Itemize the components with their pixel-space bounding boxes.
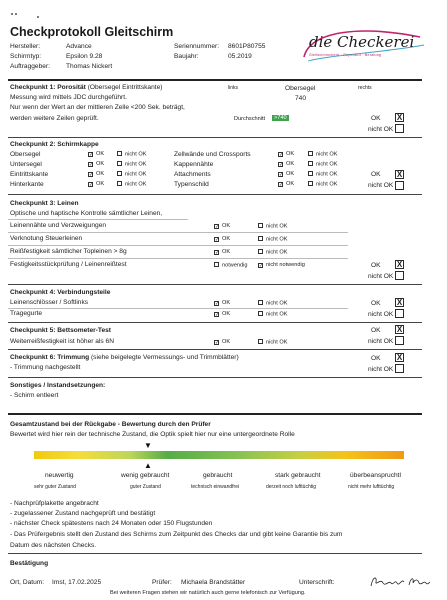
cp1-value: 740 (295, 95, 307, 102)
divider (8, 377, 422, 378)
empty-checkbox[interactable] (308, 161, 313, 166)
cp2-row-label: Hinterkante (10, 181, 44, 188)
checked-checkbox[interactable]: ✓ (215, 236, 220, 243)
baujahr-label: Baujahr: (174, 53, 199, 60)
empty-checkbox[interactable] (308, 171, 313, 176)
cp1-ok-checkbox[interactable]: X (396, 113, 403, 122)
signature (369, 574, 431, 590)
cp2-ok-label: OK (371, 171, 381, 178)
schirmtyp-label: Schirmtyp: (10, 53, 42, 60)
checked-checkbox[interactable]: ✓ (89, 161, 94, 168)
corner-mark (11, 13, 13, 15)
corner-mark (37, 16, 39, 18)
scale-sublabel: sehr guter Zustand (34, 484, 76, 490)
cp2-row-nicht-ok[interactable]: nicht OK (117, 181, 146, 188)
divider (8, 219, 188, 220)
cp1-nicht-ok-checkbox[interactable] (395, 124, 404, 133)
cp3-row-label: Festigkeitsstückprüfung / Leinenreißtest (10, 261, 127, 268)
scale-sublabel: nicht mehr lufttüchtig (348, 484, 395, 490)
baujahr-value: 05.2019 (228, 53, 252, 60)
pruefer-value: Michaela Brandstätter (181, 579, 246, 586)
cp2-row-label: Kappennähte (174, 161, 214, 168)
empty-checkbox[interactable] (308, 151, 313, 156)
cp1-col-obersegel: Obersegel (285, 85, 316, 92)
cp3-nicht-ok-checkbox[interactable] (395, 271, 404, 280)
cp2-row-nicht-ok[interactable]: nicht OK (308, 171, 337, 178)
cp4-title: Checkpunkt 4: Verbindungsteile (10, 289, 111, 296)
cp4-row-label: Tragegurte (10, 310, 43, 317)
divider (8, 413, 422, 415)
empty-checkbox[interactable] (308, 181, 313, 186)
divider (8, 245, 348, 246)
empty-checkbox[interactable] (117, 181, 122, 186)
corner-mark (15, 13, 17, 15)
cp3-row-opt2[interactable]: ✓ nicht notwendig (259, 262, 305, 269)
note-item: - Nachprüfplakette angebracht (10, 500, 99, 507)
cp3-row-opt1[interactable]: ✓ OK (215, 223, 231, 230)
cp6-nicht-ok-label: nicht OK (368, 366, 394, 373)
checked-checkbox[interactable]: ✓ (215, 339, 220, 346)
cp3-nicht-ok-label: nicht OK (368, 273, 394, 280)
cp2-row-ok[interactable]: ✓ OK (279, 171, 295, 178)
cp2-row-ok[interactable]: ✓ OK (89, 171, 105, 178)
scale-sublabel: guter Zustand (130, 484, 161, 490)
divider (8, 194, 422, 195)
cp5-ok-checkbox[interactable]: X (396, 325, 403, 334)
checked-checkbox[interactable]: ✓ (89, 181, 94, 188)
cp3-title: Checkpunkt 3: Leinen (10, 200, 79, 207)
arrow-up-icon: ▲ (144, 461, 152, 470)
cp2-row-ok[interactable]: ✓ OK (89, 151, 105, 158)
cp3-row-label: Reißfestigkeit sämtlicher Topleinen > 8g (10, 248, 127, 255)
cp3-row-opt1[interactable]: notwendig (214, 262, 248, 269)
cp4-row-ok[interactable]: ✓ OK (215, 300, 231, 307)
cp1-col-rechts: rechts (358, 85, 372, 91)
cp2-row-nicht-ok[interactable]: nicht OK (117, 161, 146, 168)
gesamt-title: Gesamtzustand bei der Rückgabe - Bewertung durch den Prüfer (10, 421, 211, 428)
cp2-row-ok[interactable]: ✓ OK (89, 181, 105, 188)
cp3-row-opt2[interactable]: nicht OK (258, 223, 287, 230)
scale-label: gebraucht (203, 472, 233, 479)
cp5-title: Checkpunkt 5: Bettsometer-Test (10, 327, 112, 334)
note-item: - Das Prüfergebnis stellt den Zustand des Schirms zum Zeitpunkt des Checks dar und gibt keine Garantie bis zum (10, 531, 343, 538)
checked-checkbox[interactable]: ✓ (215, 223, 220, 230)
scale-label: überbeanspruchtl (350, 472, 401, 479)
checked-checkbox[interactable]: ✓ (215, 311, 220, 318)
checked-checkbox[interactable]: ✓ (259, 262, 264, 269)
cp3-row-label: Leinennähte und Verzweigungen (10, 222, 107, 229)
ort-label: Ort, Datum: (10, 579, 45, 586)
cp2-row-nicht-ok[interactable]: nicht OK (308, 181, 337, 188)
empty-checkbox[interactable] (117, 171, 122, 176)
empty-checkbox[interactable] (258, 223, 263, 228)
cp4-ok-label: OK (371, 300, 381, 307)
cp2-row-label: Attachments (174, 171, 211, 178)
cp5-row-nicht-ok[interactable]: nicht OK (258, 339, 287, 346)
divider (8, 553, 422, 554)
scale-sublabel: derzeit noch lufttüchtig (266, 484, 317, 490)
schirmtyp-value: Epsilon 9.28 (66, 53, 103, 60)
serien-value: 8601P80755 (228, 43, 266, 50)
hersteller-label: Hersteller: (10, 43, 41, 50)
checked-checkbox[interactable]: ✓ (89, 151, 94, 158)
divider (8, 137, 422, 138)
cp2-row-label: Obersegel (10, 151, 41, 158)
empty-checkbox[interactable] (258, 339, 263, 344)
checked-checkbox[interactable]: ✓ (279, 181, 284, 188)
empty-checkbox[interactable] (258, 236, 263, 241)
cp4-row-nicht-ok[interactable]: nicht OK (258, 311, 287, 318)
logo-text: die Checkerei (309, 33, 415, 51)
cp3-ok-checkbox[interactable]: X (396, 260, 403, 269)
cp6-ok-label: OK (371, 355, 381, 362)
logo-subtitle: Gleitschirmcheck · Reparatur · Beratung (309, 53, 382, 57)
cp2-row-label: Eintrittskante (10, 171, 49, 178)
divider (8, 232, 348, 233)
divider (8, 258, 348, 259)
cp3-row-opt1[interactable]: ✓ OK (215, 249, 231, 256)
bestaetigung-title: Bestätigung (10, 560, 49, 567)
condition-gradient-bar (34, 451, 404, 459)
cp3-row-opt2[interactable]: nicht OK (258, 249, 287, 256)
cp1-col-links: links (228, 85, 239, 91)
hersteller-value: Advance (66, 43, 92, 50)
checked-checkbox[interactable]: ✓ (279, 151, 284, 158)
unterschrift-label: Unterschrift: (299, 579, 335, 586)
note-item: - nächster Check spätestens nach 24 Monaten oder 150 Flugstunden (10, 520, 213, 527)
divider (8, 349, 422, 350)
cp5-ok-label: OK (371, 327, 381, 334)
auftraggeber-label: Auftraggeber: (10, 63, 50, 70)
scale-label: neuwertig (45, 472, 74, 479)
sonstiges-text: - Schirm entleert (10, 392, 59, 399)
cp1-title: Checkpunkt 1: Porosität (Obersegel Eintrittskante) (10, 84, 163, 91)
cp2-nicht-ok-label: nicht OK (368, 182, 394, 189)
cp2-row-label: Untersegel (10, 161, 42, 168)
cp3-row-opt1[interactable]: ✓ OK (215, 236, 231, 243)
divider (8, 284, 422, 285)
empty-checkbox[interactable] (258, 300, 263, 305)
ort-value: Imst, 17.02.2025 (52, 579, 102, 586)
cp2-ok-checkbox[interactable]: X (396, 170, 403, 179)
page-title: Checkprotokoll Gleitschirm (10, 25, 174, 39)
cp6-title: Checkpunkt 6: Trimmung (siehe beigelegte Vermessungs- und Trimmblätter) (10, 354, 239, 361)
checked-checkbox[interactable]: ✓ (89, 171, 94, 178)
empty-checkbox[interactable] (117, 161, 122, 166)
gesamt-subtitle: Bewertet wird hier rein der technische Zustand, die Optik spielt hier nur eine untergeordnete Rolle (10, 431, 295, 438)
cp3-row-label: Verknotung Steuerleinen (10, 235, 83, 242)
empty-checkbox[interactable] (258, 249, 263, 254)
serien-label: Seriennummer: (174, 43, 220, 50)
cp2-nicht-ok-checkbox[interactable] (395, 181, 404, 190)
cp1-line3: werden weitere Zeilen geprüft. (10, 115, 99, 122)
cp2-row-label: Typenschild (174, 181, 209, 188)
empty-checkbox[interactable] (258, 311, 263, 316)
cp4-nicht-ok-label: nicht OK (368, 311, 394, 318)
cp1-line2: Nur wenn der Wert an der mittleren Zelle <200 Sek. beträgt, (10, 104, 185, 111)
cp2-row-ok[interactable]: ✓ OK (279, 151, 295, 158)
cp5-row: Weiterreißfestigkeit ist höher als 6N (10, 338, 114, 345)
scale-sublabel: technisch einwandfrei (191, 484, 240, 490)
scale-label-selected: wenig gebraucht (121, 472, 170, 479)
arrow-down-icon: ▼ (144, 441, 152, 450)
checked-checkbox[interactable]: ✓ (215, 249, 220, 256)
note-item: - zugelassener Zustand nachgeprüft und bestätigt (10, 510, 156, 517)
cp3-row-opt2[interactable]: nicht OK (258, 236, 287, 243)
cp4-row-label: Leinenschlösser / Softlinks (10, 299, 89, 306)
cp5-nicht-ok-checkbox[interactable] (395, 336, 404, 345)
pruefer-label: Prüfer: (152, 579, 172, 586)
cp6-nicht-ok-checkbox[interactable] (395, 364, 404, 373)
cp2-row-ok[interactable]: ✓ OK (89, 161, 105, 168)
cp2-title: Checkpunkt 2: Schirmkappe (10, 141, 99, 148)
cp1-avg-value: >740 (274, 115, 287, 121)
empty-checkbox[interactable] (214, 262, 219, 267)
checked-checkbox[interactable]: ✓ (279, 161, 284, 168)
note-item: Datum des nächsten Checks. (10, 542, 97, 549)
cp4-nicht-ok-checkbox[interactable] (395, 309, 404, 318)
auftraggeber-value: Thomas Nickert (66, 63, 113, 70)
checked-checkbox[interactable]: ✓ (215, 300, 220, 307)
cp6-row: - Trimmung nachgestellt (10, 364, 81, 371)
cp4-row-nicht-ok[interactable]: nicht OK (258, 300, 287, 307)
cp5-row-ok[interactable]: ✓ OK (215, 339, 231, 346)
cp4-row-ok[interactable]: ✓ OK (215, 311, 231, 318)
cp1-nicht-ok-label: nicht OK (368, 126, 394, 133)
sonstiges-title: Sonstiges / Instandsetzungen: (10, 382, 106, 389)
cp1-ok-label: OK (371, 115, 381, 122)
cp3-ok-label: OK (371, 262, 381, 269)
cp3-intro: Optische und haptische Kontrolle sämtlicher Leinen, (10, 210, 163, 217)
cp2-row-nicht-ok[interactable]: nicht OK (117, 151, 146, 158)
scale-label: stark gebraucht (275, 472, 321, 479)
empty-checkbox[interactable] (117, 151, 122, 156)
cp2-row-label: Zellwände und Crossports (174, 151, 251, 158)
cp5-nicht-ok-label: nicht OK (368, 338, 394, 345)
cp6-ok-checkbox[interactable]: X (396, 353, 403, 362)
divider (8, 308, 348, 309)
footer-text: Bei weiteren Fragen stehen wir natürlich auch gerne telefonisch zur Verfügung. (110, 590, 306, 596)
cp4-ok-checkbox[interactable]: X (396, 298, 403, 307)
cp1-line1: Messung wird mittels JDC durchgeführt. (10, 94, 127, 101)
checked-checkbox[interactable]: ✓ (279, 171, 284, 178)
cp2-row-nicht-ok[interactable]: nicht OK (308, 151, 337, 158)
cp2-row-nicht-ok[interactable]: nicht OK (117, 171, 146, 178)
cp2-row-nicht-ok[interactable]: nicht OK (308, 161, 337, 168)
divider (8, 322, 422, 323)
cp1-avg-label: Durchschnitt (234, 116, 266, 122)
divider (8, 79, 422, 81)
cp2-row-ok[interactable]: ✓ OK (279, 161, 295, 168)
cp2-row-ok[interactable]: ✓ OK (279, 181, 295, 188)
